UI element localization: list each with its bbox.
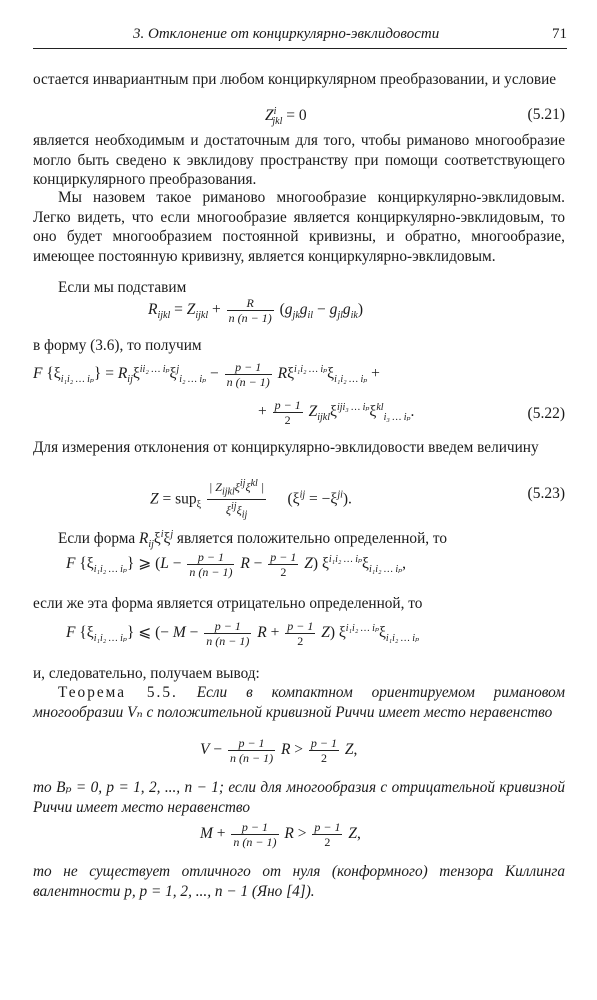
theorem-5-5: [33, 683, 565, 722]
equation-5-22-line-1: F $\{\xi_{i_1i_2 \dots i_p}\} = R_{ij}\xi^{ii_2 \dots i_p}\xi^j_{i_2 \dots i_p}$ − $\frac{p - 1}{n (n - 1)}$ $R\xi^{i_1i_2 \dots i_p}\xi_{i_1i_2 \dots i_p}$ +: [33, 360, 380, 389]
paragraph-6: Для измерения отклонения от конциркулярно-эвклидовости введем величину: [33, 439, 539, 456]
theorem-text: Если в компактном ориентируемом римановом многообразии Vₙ с положительной кривизной Риччи имеет место неравенство: [33, 684, 565, 721]
header-rule: [33, 48, 567, 49]
equation-number-5-23: (5.23): [527, 485, 565, 502]
running-title: 3. Отклонение от конциркулярно-эвклидовости: [133, 26, 440, 42]
equation-5-23: Z = sup$_\xi$ $\frac{| Z_{ijkl}\xi^{ij}\xi^{kl} |}{\xi^{ij}\xi_{ij}}$ $(\xi^{ij} = -\xi^{ji})$.: [150, 478, 352, 521]
paragraph-3: Мы назовем такое риманово многообразие конциркулярно-эвклидовым. Легко видеть, что если многообразие является конциркулярно-эвклидовым, то оно будет многообразием постоянной кривизны, и обратно, многообразие, имеющее постоянную кривизну, является конциркулярно-эвклидовым.: [33, 189, 565, 265]
running-header: [33, 26, 567, 48]
paragraph-9: и, следовательно, получаем вывод:: [33, 665, 260, 682]
paragraph-10: то Bₚ = 0, p = 1, 2, ..., n − 1; если для многообразия с отрицательной кривизной Риччи имеет место неравенство: [33, 779, 565, 816]
paragraph-2: является необходимым и достаточным для того, чтобы риманово многообразие могло быть сведено к эвклидову пространству при помощи соответствующего конциркулярного преобразования.: [33, 132, 565, 189]
equation-number-5-22: (5.22): [527, 405, 565, 422]
paragraph-7: Если форма $R_{ij}\xi^i\xi^j$ является положительно определенной, то: [58, 529, 448, 551]
paragraph-1: остается инвариантным при любом конциркулярном преобразовании, и условие: [33, 71, 557, 88]
equation-number-5-21: (5.21): [527, 106, 565, 123]
equation-5-21: $Z^i_{jkl} = 0$: [265, 106, 307, 128]
inequality-positive: F $\{\xi_{i_1i_2 \dots i_p}\}$ ⩾ (L − $\frac{p - 1}{n (n - 1)}$ R − $\frac{p - 1}{2}$ Z) $\xi^{i_1i_2 \dots i_p}\xi_{i_1i_2 \dots i_p}$,: [66, 550, 407, 579]
inequality-negative-ricci: M + $\frac{p - 1}{n (n - 1)}$ R > $\frac{p - 1}{2}$ Z,: [200, 820, 361, 849]
paragraph-7-start: Если форма: [58, 530, 136, 548]
paragraph-5: в форму (3.6), то получим: [33, 337, 202, 354]
theorem-label: Теорема 5.5.: [58, 684, 178, 701]
inequality-negative: F $\{\xi_{i_1i_2 \dots i_p}\}$ ⩽ (− M − $\frac{p - 1}{n (n - 1)}$ R + $\frac{p - 1}{2}$ Z) $\xi^{i_1i_2 \dots i_p}\xi_{i_1i_2 \dots i_p}$: [66, 619, 420, 648]
equation-substitution: $R_{ijkl} = Z_{ijkl}$ + $\frac{R}{n (n - 1)}$ $(g_{jk}g_{il} - g_{jl}g_{ik})$: [148, 296, 364, 325]
paragraph-4: Если мы подставим: [58, 279, 187, 296]
inequality-positive-ricci: V − $\frac{p - 1}{n (n - 1)}$ R > $\frac{p - 1}{2}$ Z,: [200, 736, 358, 765]
paragraph-11: то не существует отличного от нуля (конформного) тензора Киллинга валентности p, p = 1, 2, ..., n − 1 (Яно [4]).: [33, 863, 565, 900]
page-number: 71: [552, 26, 567, 42]
paragraph-8: если же эта форма является отрицательно определенной, то: [33, 595, 423, 612]
equation-5-22-line-2: + $\frac{p - 1}{2}$ $Z_{ijkl}\xi^{iji_3 \dots i_p}\xi^{kl}_{i_3 \dots i_p}$.: [258, 398, 415, 427]
paragraph-7-end: является положительно определенной, то: [176, 530, 448, 548]
